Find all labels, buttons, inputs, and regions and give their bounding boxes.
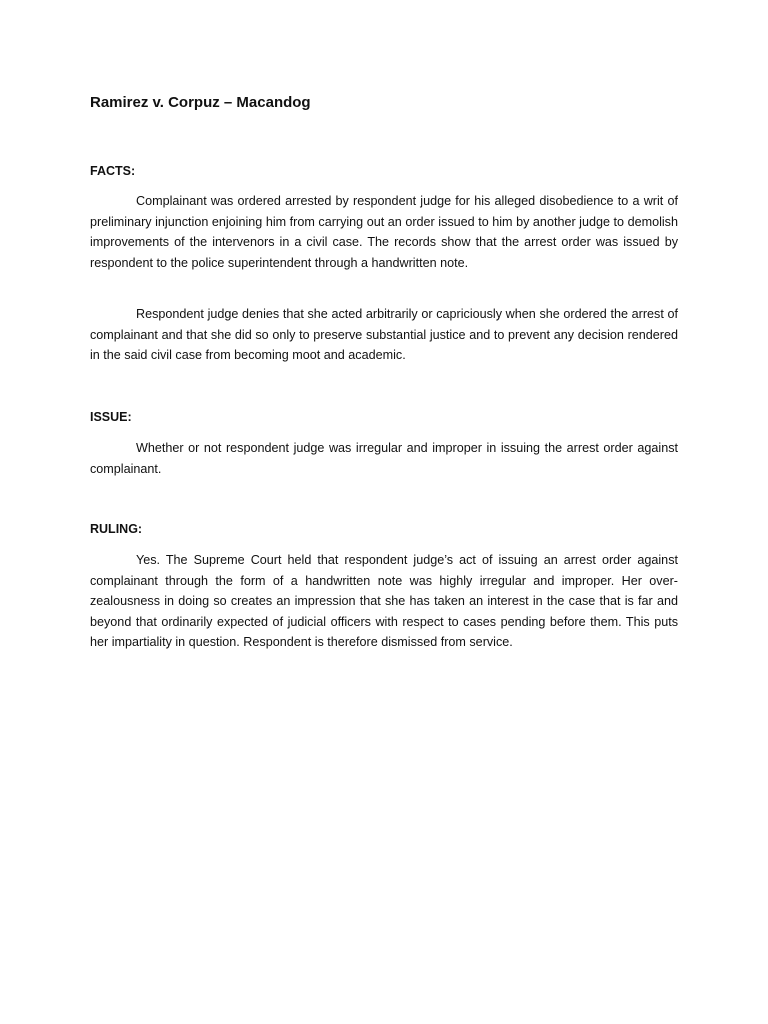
- document-title: Ramirez v. Corpuz – Macandog: [90, 94, 311, 111]
- issue-paragraph: Whether or not respondent judge was irregular and improper in issuing the arrest order against complainant.: [90, 441, 678, 476]
- ruling-paragraph: Yes. The Supreme Court held that respondent judge’s act of issuing an arrest order against complainant through the form of a handwritten note was highly irregular and improper. Her over-zealousness in doing so creates an impression that she has taken an interest in the case that is far and beyond that ordinarily expected of judicial officers with respect to cases pending before them. This puts her impartiality in question. Respondent is therefore dismissed from service.: [90, 553, 678, 650]
- ruling-heading: RULING:: [90, 522, 143, 536]
- facts-heading: FACTS:: [90, 164, 136, 178]
- facts-paragraph-2: Respondent judge denies that she acted arbitrarily or capriciously when she ordered the arrest of complainant and that she did so only to preserve substantial justice and to prevent any decision rendered in the said civil case from becoming moot and academic.: [90, 307, 678, 363]
- facts-paragraph-1: Complainant was ordered arrested by respondent judge for his alleged disobedience to a writ of preliminary injunction enjoining him from carrying out an order issued to him by another judge to demolish improvements of the intervenors in a civil case. The records show that the arrest order was issued by respondent to the police superintendent through a handwritten note.: [90, 194, 678, 270]
- issue-heading: ISSUE:: [90, 410, 132, 424]
